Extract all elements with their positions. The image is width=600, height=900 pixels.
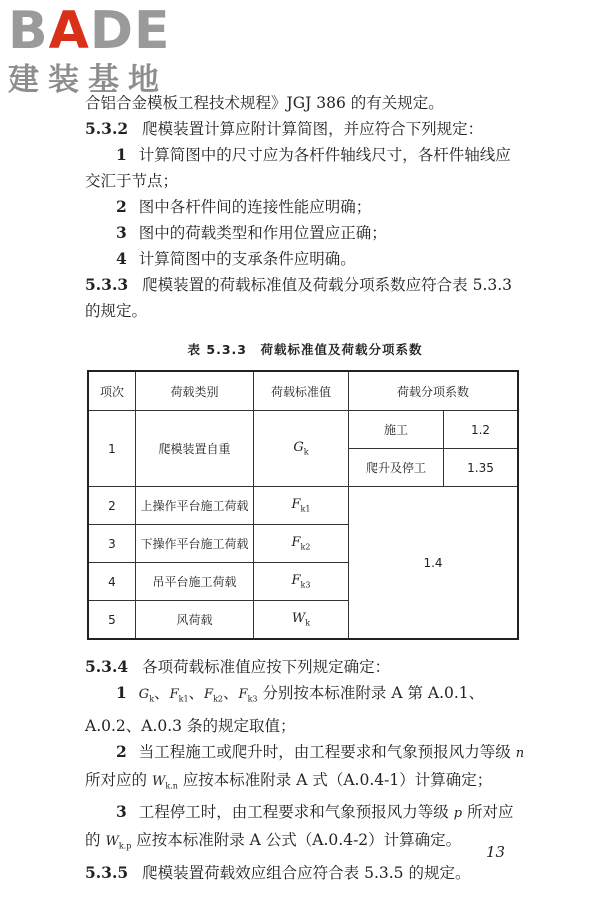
load-category: 爬模装置自重: [136, 411, 254, 487]
row-number: 1: [88, 411, 136, 487]
clause-text: 爬模装置计算应附计算简图，并应符合下列规定：: [142, 120, 484, 138]
clause-item: 4 计算简图中的支承条件应明确。: [116, 249, 356, 268]
load-category: 下操作平台施工荷载: [136, 525, 254, 563]
bade-logo: [8, 1, 171, 98]
load-category: 风荷载: [136, 601, 254, 640]
clause-item: 1 $G_k$、$F_{k1}$、$F_{k2}$、$F_{k3}$ 分别按本标准附录 A 第 A.0.1、A.0.2、A.0.3 条的规定取值；: [85, 683, 485, 735]
load-symbol: $W_k$: [254, 601, 349, 640]
clause-item: 3 图中的荷载类型和作用位置应正确；: [116, 223, 387, 242]
clause-number: 5.3.3: [85, 275, 129, 294]
clause-item: 1 计算简图中的尺寸应为各杆件轴线尺寸，各杆件轴线应交汇于节点；: [85, 145, 511, 190]
load-symbol: $F_{k3}$: [254, 563, 349, 601]
load-factor-table: [87, 370, 519, 640]
load-symbol: $F_{k1}$: [254, 487, 349, 525]
factor-condition: 施工: [349, 411, 444, 449]
clause-5-3-5: [85, 860, 525, 886]
table-row: [88, 487, 518, 525]
clause-number: 5.3.5: [85, 862, 129, 882]
table-header-row: [88, 371, 518, 411]
document-body: [85, 90, 525, 886]
clause-5-3-2: [85, 116, 525, 142]
clause-5-3-3: [85, 272, 525, 324]
logo-subtitle: 建装基地: [8, 62, 168, 98]
header-cell: 项次: [88, 371, 136, 411]
page-number: 13: [486, 843, 506, 861]
clause-item: 3 工程停工时，由工程要求和气象预报风力等级 p 所对应的 $W_{k.p}$ 应按本标准附录 A 公式（A.0.4-2）计算确定。: [85, 802, 514, 851]
clause-text: 爬模装置荷载效应组合应符合表 5.3.5 的规定。: [142, 863, 471, 882]
header-cell: 荷载标准值: [254, 371, 349, 411]
row-number: 3: [88, 525, 136, 563]
factor-condition: 爬升及停工: [349, 449, 444, 487]
clause-5-3-4: [85, 654, 525, 680]
header-cell: 荷载类别: [136, 371, 254, 411]
clause-number: 5.3.4: [85, 657, 129, 676]
header-cell: 荷载分项系数: [349, 371, 519, 411]
factor-value: 1.35: [444, 449, 519, 487]
logo-wordmark: BADE: [8, 1, 171, 61]
clause-item: 2 当工程施工或爬升时，由工程要求和气象预报风力等级 n 所对应的 $W_{k.n}$ 应按本标准附录 A 式（A.0.4-1）计算确定；: [85, 741, 525, 791]
factor-value: 1.2: [444, 411, 519, 449]
load-symbol: $F_{k2}$: [254, 525, 349, 563]
clause-text: 爬模装置的荷载标准值及荷载分项系数应符合表 5.3.3 的规定。: [85, 276, 513, 320]
load-category: 上操作平台施工荷载: [136, 487, 254, 525]
row-number: 2: [88, 487, 136, 525]
clause-number: 5.3.2: [85, 119, 129, 138]
table-title: 表 5.3.3 荷载标准值及荷载分项系数: [187, 342, 423, 357]
load-symbol: $G_k$: [254, 411, 349, 487]
row-number: 5: [88, 601, 136, 640]
intro-line: 合铝合金模板工程技术规程》JGJ 386 的有关规定。: [85, 94, 444, 112]
clause-item: 2 图中各杆件间的连接性能应明确；: [116, 197, 372, 216]
table-row: [88, 411, 518, 449]
load-category: 吊平台施工荷载: [136, 563, 254, 601]
factor-value-merged: 1.4: [349, 487, 519, 640]
clause-text: 各项荷载标准值应按下列规定确定：: [142, 658, 391, 676]
row-number: 4: [88, 563, 136, 601]
